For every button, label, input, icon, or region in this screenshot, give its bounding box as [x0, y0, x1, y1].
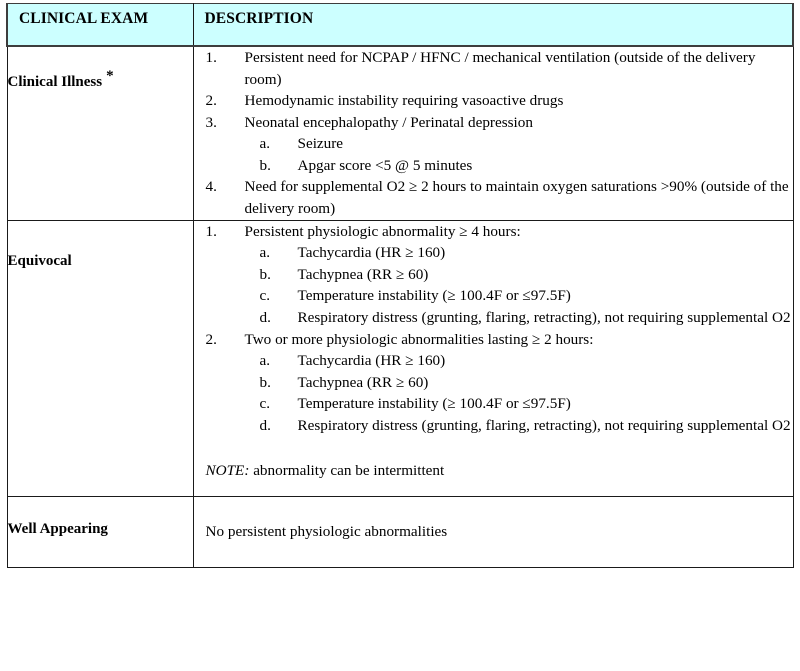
sub-list-item-text: Temperature instability (≥ 100.4F or ≤97.5F)	[297, 395, 571, 413]
table-row	[7, 46, 793, 220]
sub-list-item	[245, 372, 793, 394]
asterisk-icon: *	[106, 68, 114, 84]
exam-label: Well Appearing	[7, 520, 108, 537]
sub-list-item	[245, 415, 793, 437]
description-cell-well-appearing	[193, 496, 793, 567]
table-row	[7, 496, 793, 567]
exam-label	[7, 68, 193, 92]
sub-list-item-text: Tachycardia (HR ≥ 160)	[297, 352, 446, 370]
sub-list-item	[245, 133, 793, 155]
list-item-text: Persistent need for NCPAP / HFNC / mechanical ventilation (outside of the delivery room)	[244, 49, 756, 88]
exam-cell-equivocal	[7, 220, 193, 496]
sub-list	[245, 133, 793, 176]
sub-list-item-text: Tachypnea (RR ≥ 60)	[297, 265, 429, 283]
list-item-text: Neonatal encephalopathy / Perinatal depression	[244, 113, 533, 131]
sub-list	[245, 350, 793, 436]
ordered-list	[194, 47, 793, 220]
column-header-description	[193, 4, 793, 47]
list-item-text: Two or more physiologic abnormalities lasting ≥ 2 hours:	[244, 330, 594, 348]
list-marker: 2.	[205, 92, 217, 110]
description-text: No persistent physiologic abnormalities	[205, 522, 448, 540]
sub-list-item	[245, 307, 793, 329]
exam-label-text: Clinical Illness	[7, 74, 103, 90]
sub-list	[245, 242, 793, 328]
list-item-text: Persistent physiologic abnormality ≥ 4 hours:	[244, 222, 521, 240]
list-marker: 3.	[205, 113, 217, 131]
table-header-row	[7, 4, 793, 47]
clinical-exam-table	[6, 3, 794, 568]
list-item	[194, 90, 793, 112]
exam-cell-clinical-illness	[7, 46, 193, 220]
exam-label-wrapper	[8, 47, 193, 92]
table-row	[7, 220, 793, 496]
exam-label: Equivocal	[7, 252, 72, 269]
ordered-list	[194, 221, 793, 437]
sub-list-marker: b.	[259, 156, 271, 174]
column-header-clinical-exam-label: CLINICAL EXAM	[19, 10, 149, 27]
list-marker: 1.	[205, 49, 217, 66]
sub-list-item	[245, 155, 793, 177]
sub-list-marker: b.	[259, 265, 271, 283]
sub-list-item-text: Respiratory distress (grunting, flaring, retracting), not requiring supplemental O2	[297, 416, 791, 434]
table-header	[7, 4, 793, 47]
sub-list-marker: b.	[259, 373, 271, 391]
sub-list-item-text: Tachycardia (HR ≥ 160)	[297, 244, 446, 262]
list-item	[194, 112, 793, 177]
note-line	[194, 436, 793, 496]
sub-list-marker: d.	[259, 416, 271, 434]
note-label: NOTE:	[205, 462, 250, 480]
exam-label-wrapper	[8, 221, 193, 271]
table-body	[7, 46, 793, 567]
list-marker: 4.	[205, 178, 217, 196]
list-item-text: Need for supplemental O2 ≥ 2 hours to maintain oxygen saturations >90% (outside of the delivery room)	[244, 178, 789, 218]
list-item	[194, 329, 793, 437]
description-cell-clinical-illness	[193, 46, 793, 220]
sub-list-item	[245, 393, 793, 415]
exam-label-wrapper	[8, 497, 193, 539]
exam-cell-well-appearing	[7, 496, 193, 567]
list-item	[194, 221, 793, 329]
sub-list-marker: c.	[259, 287, 271, 305]
column-header-clinical-exam	[7, 4, 193, 47]
list-item	[194, 47, 793, 90]
sub-list-item-text: Apgar score <5 @ 5 minutes	[297, 156, 473, 174]
list-marker: 2.	[205, 330, 217, 348]
sub-list-item	[245, 242, 793, 264]
sub-list-item	[245, 264, 793, 286]
sub-list-item	[245, 350, 793, 372]
sub-list-item-text: Seizure	[297, 135, 344, 153]
list-marker: 1.	[205, 222, 217, 240]
sub-list-marker: a.	[259, 135, 271, 153]
list-item-text: Hemodynamic instability requiring vasoactive drugs	[244, 92, 564, 110]
sub-list-item-text: Respiratory distress (grunting, flaring, retracting), not requiring supplemental O2	[297, 308, 791, 326]
sub-list-marker: c.	[259, 395, 271, 413]
sub-list-marker: d.	[259, 308, 271, 326]
sub-list-marker: a.	[259, 244, 271, 262]
sub-list-marker: a.	[259, 352, 271, 370]
note-text: abnormality can be intermittent	[249, 462, 445, 480]
list-item	[194, 176, 793, 219]
sub-list-item-text: Tachypnea (RR ≥ 60)	[297, 373, 429, 391]
sub-list-item	[245, 285, 793, 307]
column-header-description-label: DESCRIPTION	[204, 10, 314, 27]
sub-list-item-text: Temperature instability (≥ 100.4F or ≤97.5F)	[297, 287, 571, 305]
description-cell-equivocal	[193, 220, 793, 496]
